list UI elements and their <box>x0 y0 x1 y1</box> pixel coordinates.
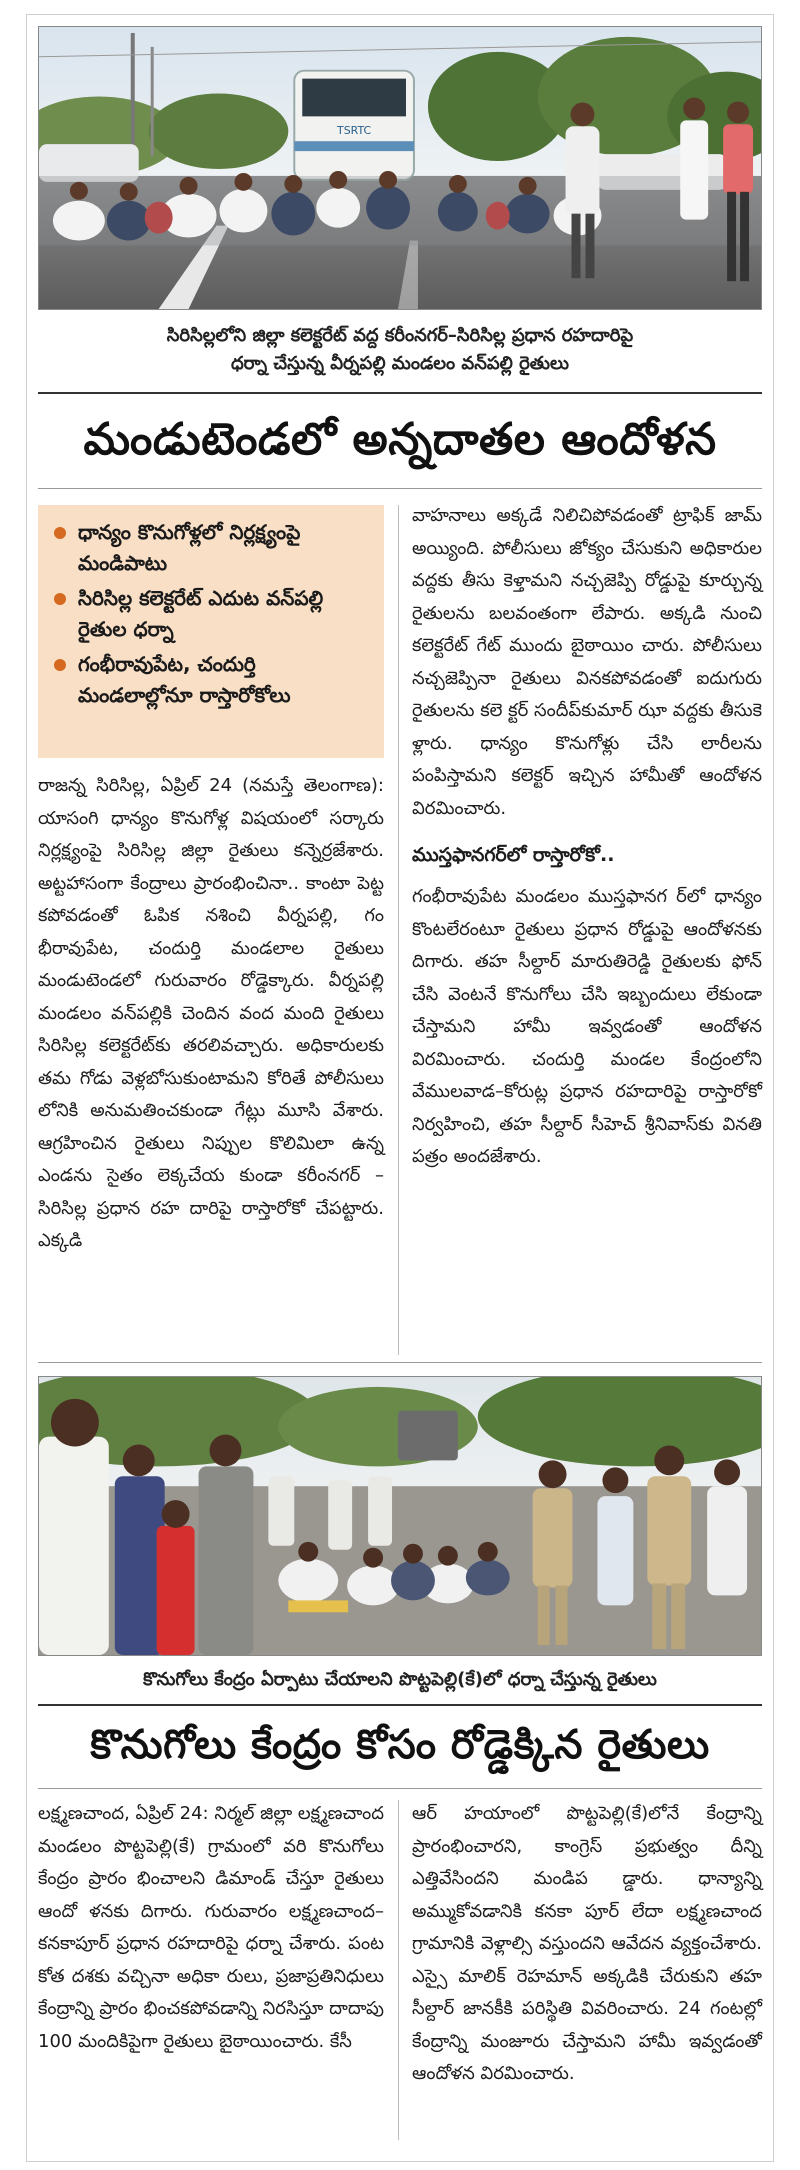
story2-right-paragraph: ఆర్ హయాంలో పొట్టపెల్లి(కే)లోనే కేంద్రాన్ని ప్రారంభించారని, కాంగ్రెస్ ప్రభుత్వం దీన్ని ఎత్తివేసిందని మండిప డ్డారు. ధాన్యాన్ని అమ్ముకోవడానికి కనకా పూర్ లేదా లక్ష్మణచాంద గ్రామానికి వెళ్లాల్సి వస్తుందని ఆవేదన వ్యక్తంచేశారు. ఎస్సై మాలిక్ రెహమాన్ అక్కడికి చేరుకుని తహ సీల్దార్ జానకీకి పరిస్థితి వివరించారు. 24 గంటల్లో కేంద్రాన్ని మంజూరు చేస్తామని హామీ ఇవ్వడంతో ఆందోళన విరమించారు. <box>412 1803 762 2084</box>
highlight-text: సిరిసిల్ల కలెక్టరేట్ ఎదుట వన్‌పల్లి రైతుల ధర్నా <box>78 586 324 641</box>
highlight-item <box>50 517 372 579</box>
protest-photo-collectorate <box>38 26 762 310</box>
story1-right-paragraph-2: గంభీరావుపేట మండలం ముస్తఫానగ ర్‌లో ధాన్యం కొంటలేరంటూ రైతులు ప్రధాన రోడ్డుపై ఆందోళనకు దిగారు. తహ సీల్దార్ మారుతిరెడ్డి రైతులకు ఫోన్ చేసి వెంటనే కొనుగోలు చేసి ఇబ్బందులు లేకుండా చేస్తామని హామీ ఇవ్వడంతో ఆందోళన విరమించారు. చందుర్తి మండల కేంద్రంలోని వేములవాడ–కోరుట్ల ప్రధాన రహదారిపై రాస్తారోకో నిర్వహించి, తహ సీల్దార్ సీహెచ్ శ్రీనివాస్‌కు వినతి పత్రం అందజేశారు. <box>412 886 762 1167</box>
story1-right-paragraph: వాహనాలు అక్కడే నిలిచిపోవడంతో ట్రాఫిక్ జామ్ అయ్యింది. పోలీసులు జోక్యం చేసుకుని అధికారుల వద్దకు తీసు కెళ్తామని నచ్చజెప్పి రోడ్డుపై కూర్చున్న రైతులను బలవంతంగా లేపారు. అక్కడి నుంచి కలెక్టరేట్ గేట్ ముందు బైఠాయిం చారు. పోలీసులు నచ్చజెప్పినా రైతులు వినకపోవడంతో ఐదుగురు రైతులను కలె క్టర్ సందీప్‌కుమార్ ఝా వద్దకు తీసుకె ళ్లారు. ధాన్యం కొనుగోళ్లు చేసి లారీలను పంపిస్తామని కలెక్టర్ ఇచ్చిన హామీతో ఆందోళన విరమించారు. <box>412 505 762 819</box>
column-divider-1 <box>398 505 399 1355</box>
section-divider <box>38 1362 762 1363</box>
highlight-text: ధాన్యం కొనుగోళ్లలో నిర్లక్ష్యంపై మండిపాటు <box>78 520 301 575</box>
story2-left-paragraph: లక్ష్మణచాంద, ఏప్రిల్ 24: నిర్మల్ జిల్లా లక్ష్మణచాంద మండలం పొట్టపెల్లి(కే) గ్రామంలో వరి కొనుగోలు కేంద్రం ప్రారం భించాలని డిమాండ్ చేస్తూ రైతులు ఆందో ళనకు దిగారు. గురువారం లక్ష్మణచాంద– కనకాపూర్ ప్రధాన రహదారిపై ధర్నా చేశారు. పంట కోత దశకు వచ్చినా అధికా రులు, ప్రజాప్రతినిధులు కేంద్రాన్ని ప్రారం భించకపోవడాన్ని నిరసిస్తూ దాదాపు 100 మందికిపైగా రైతులు బైఠాయించారు. కేసీ <box>38 1803 384 2052</box>
highlight-item <box>50 583 372 645</box>
photo-caption-2: కొనుగోలు కేంద్రం ఏర్పాటు చేయాలని పొట్టపెల్లి(కే)లో ధర్నా చేస్తున్న రైతులు <box>143 1669 657 1690</box>
story1-left-column <box>38 770 384 1258</box>
story1-right-column <box>412 500 762 1174</box>
story1-subhead: ముస్తఫానగర్‌లో రాస్తారోకో.. <box>412 844 615 866</box>
headline-rule-2 <box>38 1704 762 1706</box>
headline-rule-2-bottom <box>38 1788 762 1789</box>
column-divider-2 <box>398 1800 399 2140</box>
protest-photo-pottapelli <box>38 1376 762 1656</box>
bus-board: TSRTC <box>337 124 372 138</box>
story2-left-column <box>38 1798 384 2058</box>
photo-caption-1-line2: ధర్నా చేస్తున్న వీర్నపల్లి మండలం వన్‌పల్లి రైతులు <box>230 353 570 374</box>
bullet-dot-icon <box>54 527 66 539</box>
highlights-box <box>38 505 384 758</box>
headline-rule-1 <box>38 392 762 394</box>
headline-story-1: మండుటెండలో అన్నదాతల ఆందోళన <box>83 414 717 465</box>
highlight-text: గంభీరావుపేట, చందుర్తి మండలాల్లోనూ రాస్తారోకోలు <box>78 652 291 707</box>
story1-left-paragraph: రాజన్న సిరిసిల్ల, ఏప్రిల్ 24 (నమస్తే తెలంగాణ): యాసంగి ధాన్యం కొనుగోళ్ల విషయంలో సర్కారు నిర్లక్ష్యంపై సిరిసిల్ల జిల్లా రైతులు కన్నెర్రజేశారు. అట్టహాసంగా కేంద్రాలు ప్రారంభించినా.. కాంటా పెట్ట కపోవడంతో ఓపిక నశించి వీర్నపల్లి, గం భీరావుపేట, చందుర్తి మండలాల రైతులు మండుటెండలో గురువారం రోడ్డెక్కారు. వీర్నపల్లి మండలం వన్‌పల్లికి చెందిన వంద మంది రైతులు సిరిసిల్ల కలెక్టరేట్‌కు తరలివచ్చారు. అధికారులకు తమ గోడు వెళ్లబోసుకుంటామని కోరితే పోలీసులు లోనికి అనుమతించకుండా గేట్లు మూసి వేశారు. ఆగ్రహించిన రైతులు నిప్పుల కొలిమిలా ఉన్న ఎండను సైతం లెక్కచేయ కుండా కరీంనగర్ – సిరిసిల్ల ప్రధాన రహ దారిపై రాస్తారోకో చేపట్టారు. ఎక్కడి <box>38 775 384 1251</box>
photo-caption-1-line1: సిరిసిల్లలోని జిల్లా కలెక్టరేట్ వద్ద కరీంనగర్–సిరిసిల్ల ప్రధాన రహదారిపై <box>166 325 634 346</box>
bullet-dot-icon <box>54 659 66 671</box>
headline-story-2: కొనుగోలు కేంద్రం కోసం రోడ్డెక్కిన రైతులు <box>90 1722 710 1768</box>
story2-right-column <box>412 1798 762 2091</box>
bullet-dot-icon <box>54 593 66 605</box>
headline-rule-1-bottom <box>38 488 762 489</box>
highlight-item <box>50 649 372 711</box>
